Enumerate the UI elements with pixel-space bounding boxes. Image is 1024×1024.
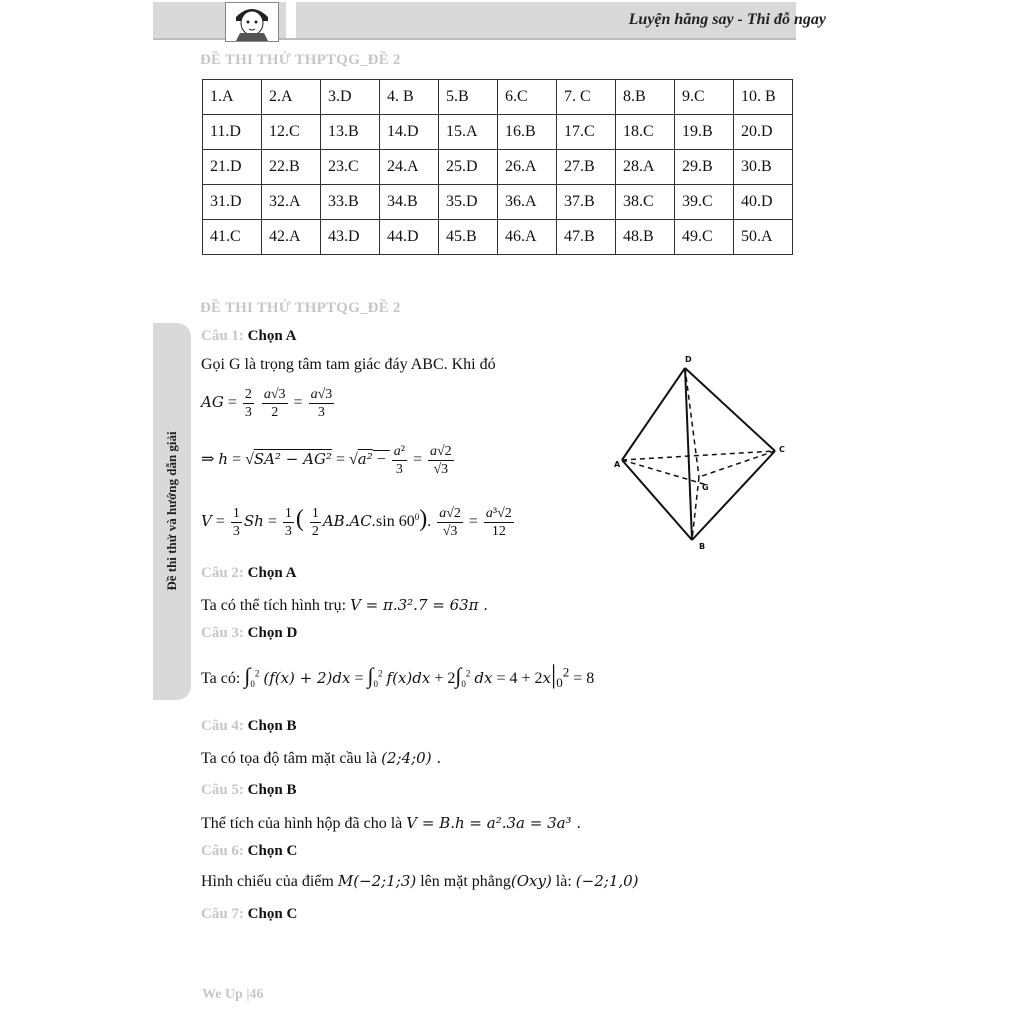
answer-cell: 12.C	[262, 115, 321, 150]
q4-text	[201, 749, 441, 768]
side-tab-label: Đề thi thử và hướng dẫn giải	[164, 431, 179, 591]
question-choice: Chọn C	[247, 843, 298, 859]
q4-prefix: Ta có tọa độ tâm mặt cầu là	[201, 750, 382, 767]
answer-cell: 41.C	[203, 220, 262, 255]
answer-cell: 36.A	[498, 185, 557, 220]
answer-cell: 46.A	[498, 220, 557, 255]
q2-text	[201, 596, 488, 615]
answer-cell: 22.B	[262, 150, 321, 185]
answer-cell: 3.D	[321, 80, 380, 115]
answer-cell: 4. B	[380, 80, 439, 115]
tetrahedron-diagram	[612, 350, 792, 555]
question-6-header	[201, 843, 297, 860]
answer-cell: 39.C	[675, 185, 734, 220]
answer-cell: 21.D	[203, 150, 262, 185]
answer-cell: 7. C	[557, 80, 616, 115]
answer-cell: 27.B	[557, 150, 616, 185]
table-row	[203, 185, 793, 220]
question-label: Câu 6:	[201, 843, 244, 859]
answer-cell: 43.D	[321, 220, 380, 255]
answer-cell: 18.C	[616, 115, 675, 150]
answer-cell: 19.B	[675, 115, 734, 150]
answer-cell: 26.A	[498, 150, 557, 185]
answer-cell: 15.A	[439, 115, 498, 150]
solution-section-title: ĐỀ THI THỬ THPTQG_ĐỀ 2	[200, 300, 401, 316]
q3-text: Ta có: $\int_0^2$ $(f(x) + 2)dx = \int_0^2$ $f(x)dx + 2\int_0^2$ dx = $4 + 2x|_0^2 = 8$	[201, 660, 595, 691]
answer-cell: 10. B	[734, 80, 793, 115]
answer-cell: 20.D	[734, 115, 793, 150]
question-7-header	[201, 906, 297, 923]
q5-formula: V = B.h = a².3a = 3a³ .	[406, 814, 582, 832]
question-label: Câu 5:	[201, 782, 244, 798]
vertex-label-a: A	[614, 460, 621, 469]
question-label: Câu 1:	[201, 328, 244, 344]
table-row	[203, 220, 793, 255]
vertex-label-d: D	[685, 355, 692, 364]
question-3-header	[201, 625, 297, 642]
answer-cell: 33.B	[321, 185, 380, 220]
vertex-label-g: G	[702, 483, 709, 492]
answer-cell: 48.B	[616, 220, 675, 255]
question-choice: Chọn D	[247, 625, 298, 641]
answer-cell: 45.B	[439, 220, 498, 255]
q6-result: (−2;1,0)	[575, 872, 639, 890]
vertex-label-c: C	[779, 445, 785, 454]
answer-cell: 6.C	[498, 80, 557, 115]
question-choice: Chọn B	[247, 782, 297, 798]
question-choice: Chọn A	[247, 328, 297, 344]
question-1-header	[201, 328, 296, 345]
answer-cell: 24.A	[380, 150, 439, 185]
vertex-label-b: B	[699, 542, 706, 550]
q1-intro: Gọi G là trọng tâm tam giác đáy ABC. Khi đó	[201, 356, 496, 373]
q5-prefix: Thể tích của hình hộp đã cho là	[201, 815, 407, 832]
question-label: Câu 4:	[201, 718, 244, 734]
q2-prefix: Ta có thể tích hình trụ:	[201, 597, 351, 614]
q6-point: M(−2;1;3)	[337, 872, 417, 890]
cartoon-avatar	[225, 2, 279, 42]
question-5-header	[201, 782, 296, 799]
answer-cell: 29.B	[675, 150, 734, 185]
answer-cell: 16.B	[498, 115, 557, 150]
answer-cell: 11.D	[203, 115, 262, 150]
q2-formula: V = π.3².7 = 63π .	[350, 596, 489, 614]
answer-cell: 49.C	[675, 220, 734, 255]
q6-plane: (Oxy)	[510, 872, 552, 890]
answer-cell: 34.B	[380, 185, 439, 220]
question-choice: Chọn B	[247, 718, 297, 734]
q1-formula-ag: AG = $\frac{2}{3}$ $\frac{a√3}{2}$ = $\frac{a√3}{3}$	[201, 387, 333, 420]
answer-cell: 28.A	[616, 150, 675, 185]
header-slogan: Luyện hăng say - Thi đỗ ngay	[628, 11, 826, 28]
header-gap	[286, 2, 296, 38]
q5-text	[201, 814, 581, 833]
q6-text	[201, 872, 639, 891]
answer-cell: 31.D	[203, 185, 262, 220]
answer-cell: 25.D	[439, 150, 498, 185]
question-4-header	[201, 718, 296, 735]
question-label: Câu 3:	[201, 625, 244, 641]
q3-prefix: Ta có:	[201, 670, 245, 687]
answer-cell: 2.A	[262, 80, 321, 115]
answer-cell: 30.B	[734, 150, 793, 185]
answer-section-title: ĐỀ THI THỬ THPTQG_ĐỀ 2	[200, 52, 401, 68]
answer-cell: 44.D	[380, 220, 439, 255]
answer-cell: 1.A	[203, 80, 262, 115]
answer-cell: 42.A	[262, 220, 321, 255]
answer-cell: 38.C	[616, 185, 675, 220]
page-footer: We Up |46	[202, 987, 264, 1002]
question-label: Câu 7:	[201, 906, 244, 922]
table-row	[203, 80, 793, 115]
answer-cell: 17.C	[557, 115, 616, 150]
question-choice: Chọn C	[247, 906, 298, 922]
answer-cell: 14.D	[380, 115, 439, 150]
table-row	[203, 115, 793, 150]
answer-cell: 32.A	[262, 185, 321, 220]
question-2-header	[201, 565, 296, 582]
q6-text-part: lên mặt phẳng	[416, 873, 511, 890]
answer-cell: 37.B	[557, 185, 616, 220]
answer-cell: 13.B	[321, 115, 380, 150]
answer-cell: 35.D	[439, 185, 498, 220]
q6-text-part: là:	[551, 873, 576, 890]
answer-cell: 5.B	[439, 80, 498, 115]
answer-key-table	[202, 79, 793, 255]
q6-text-part: Hình chiếu của điểm	[201, 873, 338, 890]
question-choice: Chọn A	[247, 565, 297, 581]
table-row	[203, 150, 793, 185]
answer-cell: 47.B	[557, 220, 616, 255]
q1-formula-h: ⇒ h = √SA² − AG² = √a² − $\frac{\text{a²}}{3}$ = $\frac{a√2}{√3}$	[201, 444, 452, 477]
answer-cell: 8.B	[616, 80, 675, 115]
answer-cell: 23.C	[321, 150, 380, 185]
q1-formula-v: V = $\frac{1}{3}$ Sh = $\frac{1}{3}$ ( $\frac{1}{2}$ AB.AC.sin $60^0$). $\frac{a√2}{√3}$ = $\frac{\text{a³√2}}{12}$	[201, 506, 512, 539]
q4-value: (2;4;0) .	[381, 749, 442, 767]
question-label: Câu 2:	[201, 565, 244, 581]
answer-cell: 40.D	[734, 185, 793, 220]
answer-cell: 9.C	[675, 80, 734, 115]
answer-cell: 50.A	[734, 220, 793, 255]
